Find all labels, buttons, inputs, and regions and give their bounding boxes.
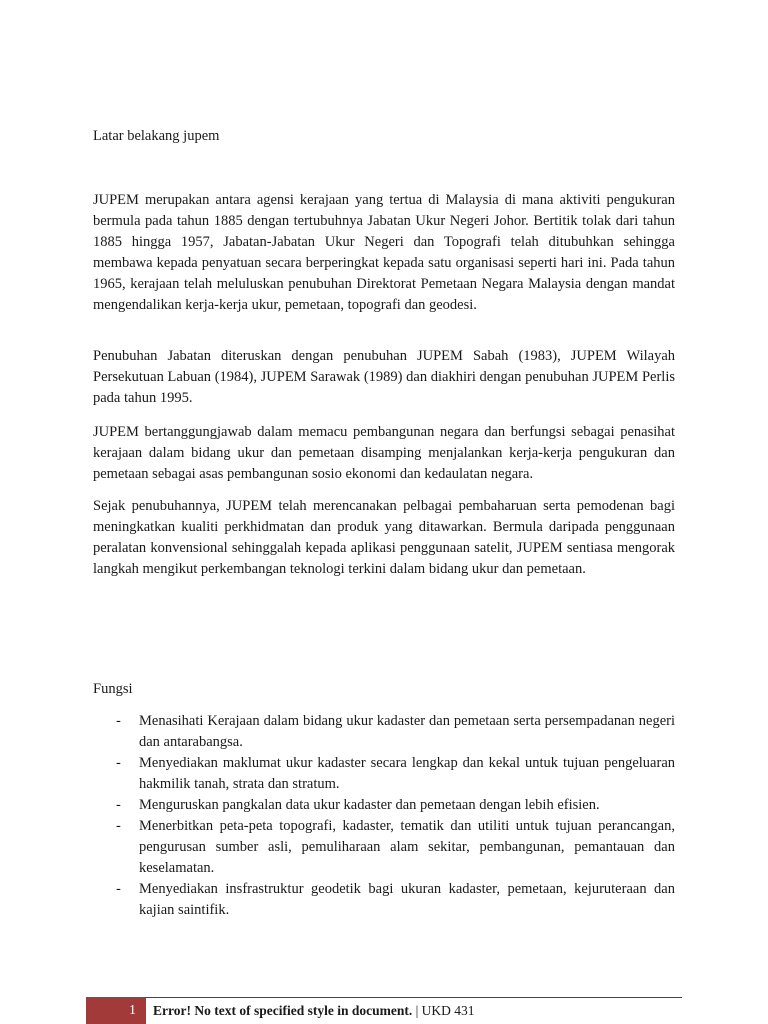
list-item-text: Menerbitkan peta-peta topografi, kadaster, tematik dan utiliti untuk tujuan perancangan, pengurusan sumber asli, pemuliharaan alam sekitar, pembangunan, pemantauan dan keselamatan. <box>139 818 675 876</box>
list-item <box>93 711 675 753</box>
fungsi-list <box>93 711 675 921</box>
list-item-text: Menyediakan maklumat ukur kadaster secara lengkap dan kekal untuk tujuan pengeluaran hakmilik tanah, strata dan stratum. <box>139 755 675 792</box>
footer-text <box>153 1001 475 1021</box>
footer-separator: | <box>412 1003 422 1018</box>
list-item-text: Menasihati Kerajaan dalam bidang ukur kadaster dan pemetaan serta persempadanan negeri dan antarabangsa. <box>139 713 675 750</box>
footer-course-code: UKD 431 <box>421 1003 475 1018</box>
list-bullet: - <box>116 755 121 771</box>
list-bullet: - <box>116 818 121 834</box>
list-bullet: - <box>116 797 121 813</box>
list-bullet: - <box>116 881 121 897</box>
paragraph-3: JUPEM bertanggungjawab dalam memacu pembangunan negara dan berfungsi sebagai penasihat kerajaan dalam bidang ukur dan pemetaan disamping menjalankan kerja-kerja pengukuran dan pemetaan sebagai asas pembangunan sosio ekonomi dan kedaulatan negara. <box>93 424 675 482</box>
section-heading-fungsi: Fungsi <box>93 681 133 697</box>
page-footer <box>86 997 682 1024</box>
list-item <box>93 879 675 921</box>
paragraph-4: Sejak penubuhannya, JUPEM telah merencanakan pelbagai pembaharuan serta pemodenan bagi meningkatkan kualiti perkhidmatan dan produk yang ditawarkan. Bermula daripada penggunaan peralatan konvensional sehinggalah kepada aplikasi penggunaan satelit, JUPEM sentiasa mengorak langkah mengikut perkembangan teknologi terkini dalam bidang ukur dan pemetaan. <box>93 498 675 577</box>
list-bullet: - <box>116 713 121 729</box>
paragraph-2: Penubuhan Jabatan diteruskan dengan penubuhan JUPEM Sabah (1983), JUPEM Wilayah Persekutuan Labuan (1984), JUPEM Sarawak (1989) dan diakhiri dengan penubuhan JUPEM Perlis pada tahun 1995. <box>93 348 675 406</box>
footer-error-text: Error! No text of specified style in document. <box>153 1003 413 1018</box>
list-item-text: Menguruskan pangkalan data ukur kadaster dan pemetaan dengan lebih efisien. <box>139 797 600 813</box>
section-heading-latar-belakang: Latar belakang jupem <box>93 128 220 144</box>
list-item <box>93 753 675 795</box>
list-item-text: Menyediakan insfrastruktur geodetik bagi ukuran kadaster, pemetaan, kejuruteraan dan kajian saintifik. <box>139 881 675 918</box>
list-item <box>93 816 675 879</box>
footer-rule <box>146 997 682 998</box>
paragraph-1: JUPEM merupakan antara agensi kerajaan yang tertua di Malaysia di mana aktiviti pengukuran bermula pada tahun 1885 dengan tertubuhnya Jabatan Ukur Negeri Johor. Bertitik tolak dari tahun 1885 hingga 1957, Jabatan-Jabatan Ukur Negeri dan Topografi telah ditubuhkan sehingga membawa kepada penyatuan secara berperingkat kepada satu organisasi seperti hari ini. Pada tahun 1965, kerajaan telah meluluskan penubuhan Direktorat Pemetaan Negara Malaysia dengan mandat mengendalikan kerja-kerja ukur, pemetaan, topografi dan geodesi. <box>93 192 675 313</box>
list-item <box>93 795 675 816</box>
page-number: 1 <box>86 997 146 1024</box>
